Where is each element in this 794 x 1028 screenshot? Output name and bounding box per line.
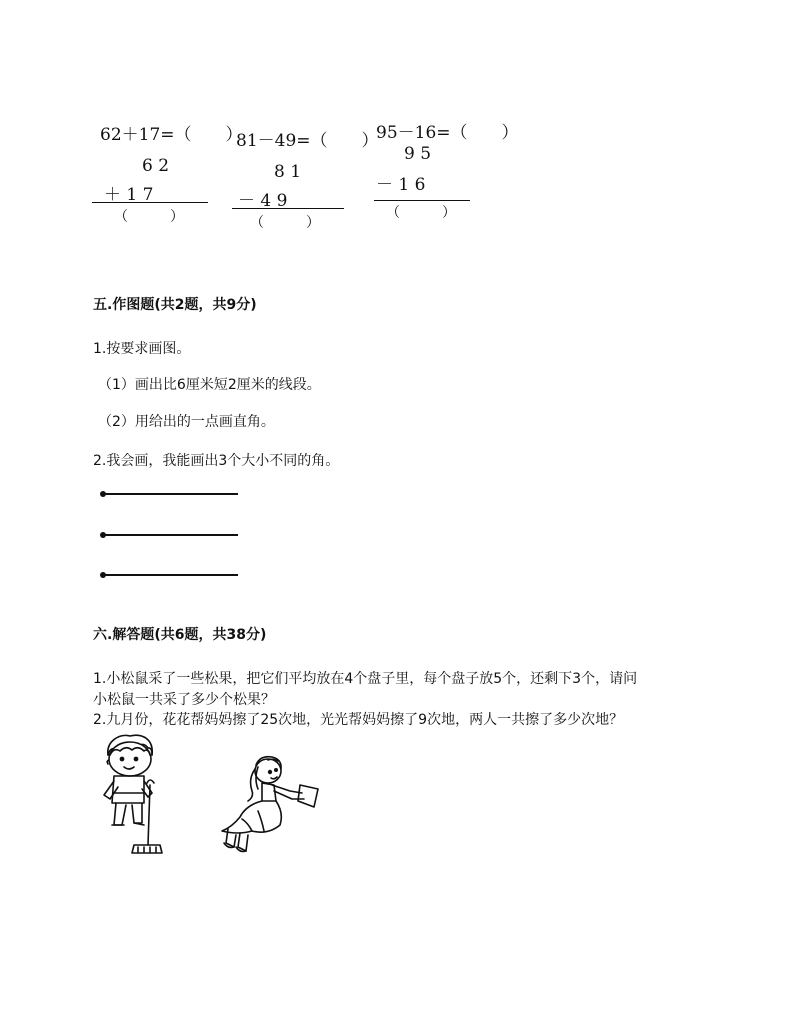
question-6-1-line-2: 小松鼠一共采了多少个松果？ bbox=[93, 692, 275, 708]
calc-top-number: 6 2 bbox=[142, 156, 170, 176]
boy-sweeping-illustration bbox=[100, 733, 170, 858]
question-5-1-part-2: （2）用给出的一点画直角。 bbox=[98, 414, 275, 430]
calc-answer-blank[interactable]: （ ） bbox=[386, 205, 456, 221]
calc-bottom-number: － 4 9 bbox=[238, 191, 288, 211]
girl-wiping-illustration bbox=[218, 755, 328, 855]
calc-bottom-number: ＋ 1 7 bbox=[104, 185, 154, 205]
calc-top-number: 8 1 bbox=[274, 162, 302, 182]
section-6-title: 六.解答题(共6题，共38分) bbox=[93, 627, 267, 643]
calc-equation: 95－16=（ ） bbox=[376, 123, 519, 143]
ray-line bbox=[103, 534, 238, 536]
calc-answer-blank[interactable]: （ ） bbox=[250, 215, 320, 231]
question-6-1-line-1: 1.小松鼠采了一些松果，把它们平均放在4个盘子里，每个盘子放5个，还剩下3个，请问 bbox=[93, 671, 638, 687]
calc-equation: 81－49=（ ） bbox=[236, 131, 379, 151]
calc-bottom-number: － 1 6 bbox=[376, 175, 426, 195]
question-6-2: 2.九月份，花花帮妈妈擦了25次地，光光帮妈妈擦了9次地，两人一共擦了多少次地？ bbox=[93, 712, 624, 728]
question-5-2: 2.我会画，我能画出3个大小不同的角。 bbox=[93, 453, 340, 469]
ray-line bbox=[103, 574, 238, 576]
ray-line bbox=[103, 493, 238, 495]
calc-answer-blank[interactable]: （ ） bbox=[114, 209, 184, 225]
calc-equation: 62＋17=（ ） bbox=[100, 125, 243, 145]
question-5-1: 1.按要求画图。 bbox=[93, 341, 191, 357]
calc-rule bbox=[92, 202, 208, 203]
calc-rule bbox=[232, 208, 344, 209]
calc-rule bbox=[374, 200, 470, 201]
calc-top-number: 9 5 bbox=[404, 144, 432, 164]
section-5-title: 五.作图题(共2题，共9分) bbox=[93, 297, 257, 313]
question-5-1-part-1: （1）画出比6厘米短2厘米的线段。 bbox=[98, 377, 321, 393]
